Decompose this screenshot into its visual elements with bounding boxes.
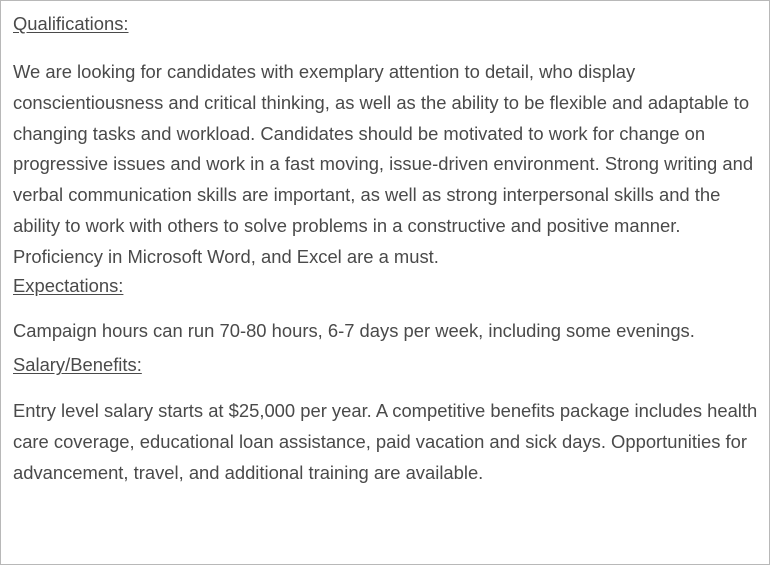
qualifications-heading: Qualifications:: [13, 13, 129, 34]
expectations-heading: Expectations:: [13, 274, 124, 296]
job-description-content: [13, 11, 765, 489]
salary-benefits-heading: Salary/Benefits:: [13, 354, 142, 376]
qualifications-text: We are looking for candidates with exemplary attention to detail, who display conscientiousness and critical thinking, as well as the ability to be flexible and adaptable to changing tasks and workload. Candidates should be motivated to work for change on progressive issues and work in a fast moving, issue-driven environment. Strong writing and verbal communication skills are important, as well as strong interpersonal skills and the ability to work with others to solve problems in a constructive and positive manner. Proficiency in Microsoft Word, and Excel are a must.: [13, 61, 754, 267]
expectations-text: Campaign hours can run 70-80 hours, 6-7 days per week, including some evenings.: [13, 319, 695, 341]
salary-benefits-text: Entry level salary starts at $25,000 per year. A competitive benefits package includes health care coverage, educational loan assistance, paid vacation and sick days. Opportunities for advancement, travel, and additional training are available.: [13, 400, 758, 483]
